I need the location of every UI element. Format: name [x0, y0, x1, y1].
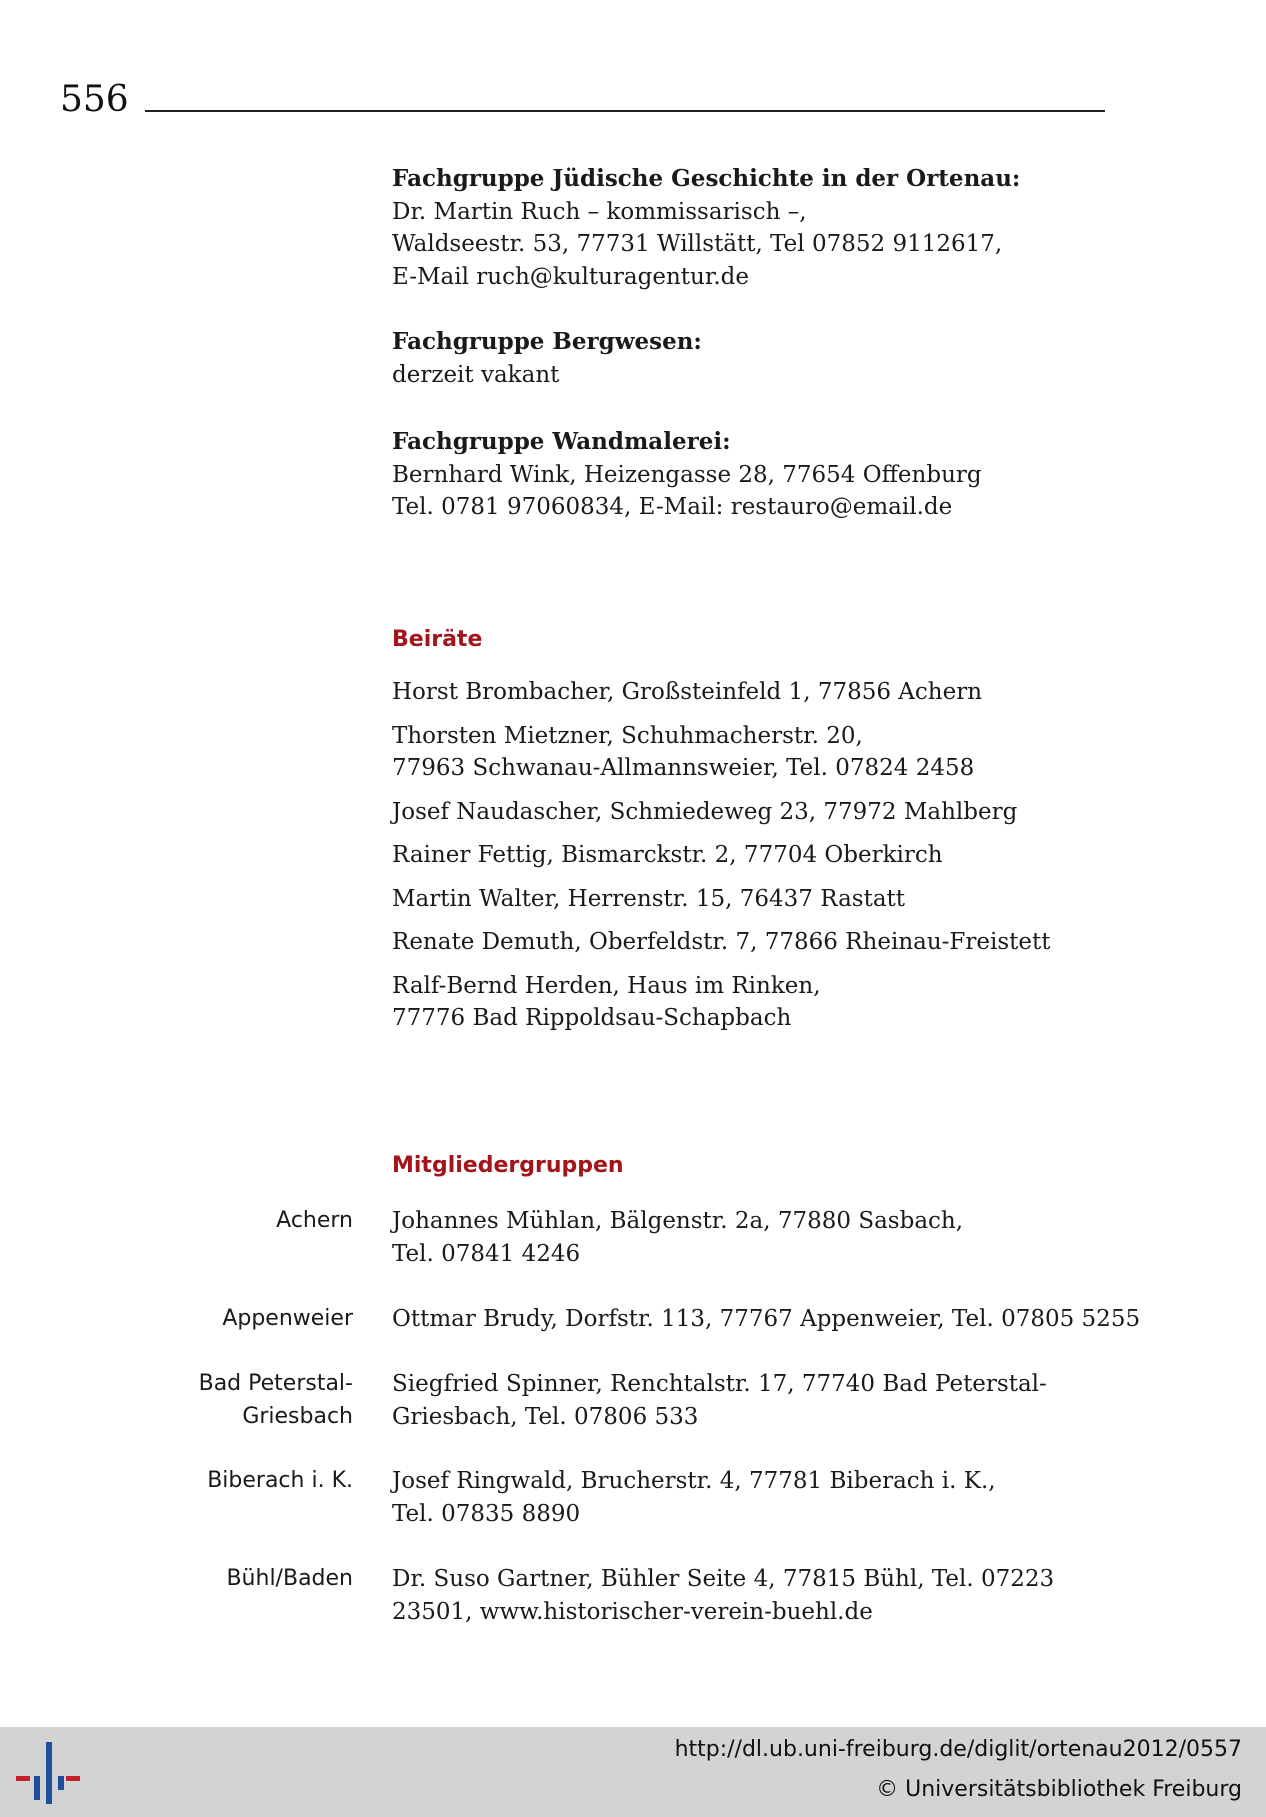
beirat-line: Josef Naudascher, Schmiedeweg 23, 77972 Mahlberg: [392, 798, 1018, 825]
member-place-line: Achern: [276, 1208, 353, 1233]
beiraete-section: [392, 624, 1122, 1046]
beirat-line: Rainer Fettig, Bismarckstr. 2, 77704 Oberkirch: [392, 842, 943, 868]
beirat-line: Renate Demuth, Oberfeldstr. 7, 77866 Rheinau-Freistett: [392, 929, 1051, 955]
fachgruppe-title: Fachgruppe Bergwesen:: [392, 328, 702, 355]
member-place-line: Bühl/Baden: [226, 1566, 353, 1591]
footer-bar: [0, 1727, 1266, 1817]
member-place-label: [222, 1303, 353, 1336]
fachgruppe-juedische-geschichte: [392, 163, 1122, 293]
beirat-entry: [392, 970, 1122, 1035]
beirat-line: Thorsten Mietzner, Schuhmacherstr. 20,: [392, 722, 863, 749]
fachgruppe-title: Fachgruppe Jüdische Geschichte in der Ortenau:: [392, 165, 1021, 192]
member-place-line: Griesbach: [242, 1403, 353, 1429]
beirat-entry: [392, 883, 1122, 916]
member-entry: [392, 1465, 1122, 1530]
header-rule: [145, 110, 1105, 112]
fachgruppe-line: E-Mail ruch@kulturagentur.de: [392, 263, 749, 290]
beirat-line: Horst Brombacher, Großsteinfeld 1, 77856 Achern: [392, 679, 983, 705]
member-entry: [392, 1303, 1141, 1336]
member-entry: [392, 1563, 1122, 1628]
member-line: Josef Ringwald, Brucherstr. 4, 77781 Biberach i. K.,: [392, 1468, 996, 1494]
beirat-line: 77963 Schwanau-Allmannsweier, Tel. 07824 2458: [392, 755, 975, 781]
member-line: 23501, www.historischer-verein-buehl.de: [392, 1598, 873, 1625]
logo-blue-bar-2: [46, 1742, 52, 1804]
member-line: Ottmar Brudy, Dorfstr. 113, 77767 Appenweier, Tel. 07805 5255: [392, 1306, 1141, 1332]
member-line: Tel. 07835 8890: [392, 1500, 581, 1527]
member-line: Johannes Mühlan, Bälgenstr. 2a, 77880 Sasbach,: [392, 1208, 964, 1234]
fachgruppe-line: Tel. 0781 97060834, E-Mail: restauro@email.de: [392, 494, 953, 520]
ub-freiburg-logo-icon: [16, 1738, 80, 1810]
member-line: Griesbach, Tel. 07806 533: [392, 1403, 699, 1430]
member-line: Dr. Suso Gartner, Bühler Seite 4, 77815 Bühl, Tel. 07223: [392, 1566, 1055, 1592]
beirat-entry: [392, 839, 1122, 872]
footer-url[interactable]: http://dl.ub.uni-freiburg.de/diglit/ortenau2012/0557: [674, 1737, 1242, 1762]
fachgruppe-bergwesen: [392, 326, 1122, 391]
member-entry: [392, 1368, 1122, 1433]
member-place-label: [276, 1205, 353, 1238]
member-entry: [392, 1205, 1122, 1270]
beirat-entry: [392, 796, 1122, 829]
beirat-entry: [392, 720, 1122, 785]
member-line: Tel. 07841 4246: [392, 1240, 581, 1267]
member-place-label: [199, 1368, 353, 1433]
beirat-line: Martin Walter, Herrenstr. 15, 76437 Rastatt: [392, 885, 906, 912]
beiraete-heading: Beiräte: [392, 627, 483, 652]
page-number: 556: [60, 79, 129, 120]
fachgruppe-line: derzeit vakant: [392, 361, 560, 388]
member-place-line: Appenweier: [222, 1306, 353, 1331]
logo-blue-bar-3: [58, 1776, 64, 1790]
member-line: Siegfried Spinner, Renchtalstr. 17, 77740 Bad Peterstal-: [392, 1371, 1047, 1397]
member-place-line: Bad Peterstal-: [198, 1371, 353, 1396]
footer-copyright: © Universitätsbibliothek Freiburg: [876, 1777, 1242, 1802]
beirat-line: 77776 Bad Rippoldsau-Schapbach: [392, 1005, 792, 1031]
fachgruppe-wandmalerei: [392, 426, 1122, 524]
beirat-entry: [392, 676, 1122, 709]
beirat-line: Ralf-Bernd Herden, Haus im Rinken,: [392, 972, 821, 999]
logo-red-left: [16, 1776, 30, 1781]
logo-blue-bar-1: [34, 1776, 40, 1800]
logo-red-right: [66, 1776, 80, 1781]
beirat-entry: [392, 926, 1122, 959]
fachgruppe-title: Fachgruppe Wandmalerei:: [392, 428, 731, 455]
fachgruppe-line: Waldseestr. 53, 77731 Willstätt, Tel 07852 9112617,: [392, 231, 1003, 257]
member-place-line: Biberach i. K.: [207, 1468, 353, 1493]
fachgruppe-line: Dr. Martin Ruch – kommissarisch –,: [392, 198, 807, 225]
member-place-label: [226, 1563, 353, 1596]
mitgliedergruppen-section: [392, 1150, 1122, 1182]
mitgliedergruppen-heading: Mitgliedergruppen: [392, 1153, 624, 1178]
fachgruppe-line: Bernhard Wink, Heizengasse 28, 77654 Offenburg: [392, 461, 982, 488]
member-place-label: [207, 1465, 353, 1498]
